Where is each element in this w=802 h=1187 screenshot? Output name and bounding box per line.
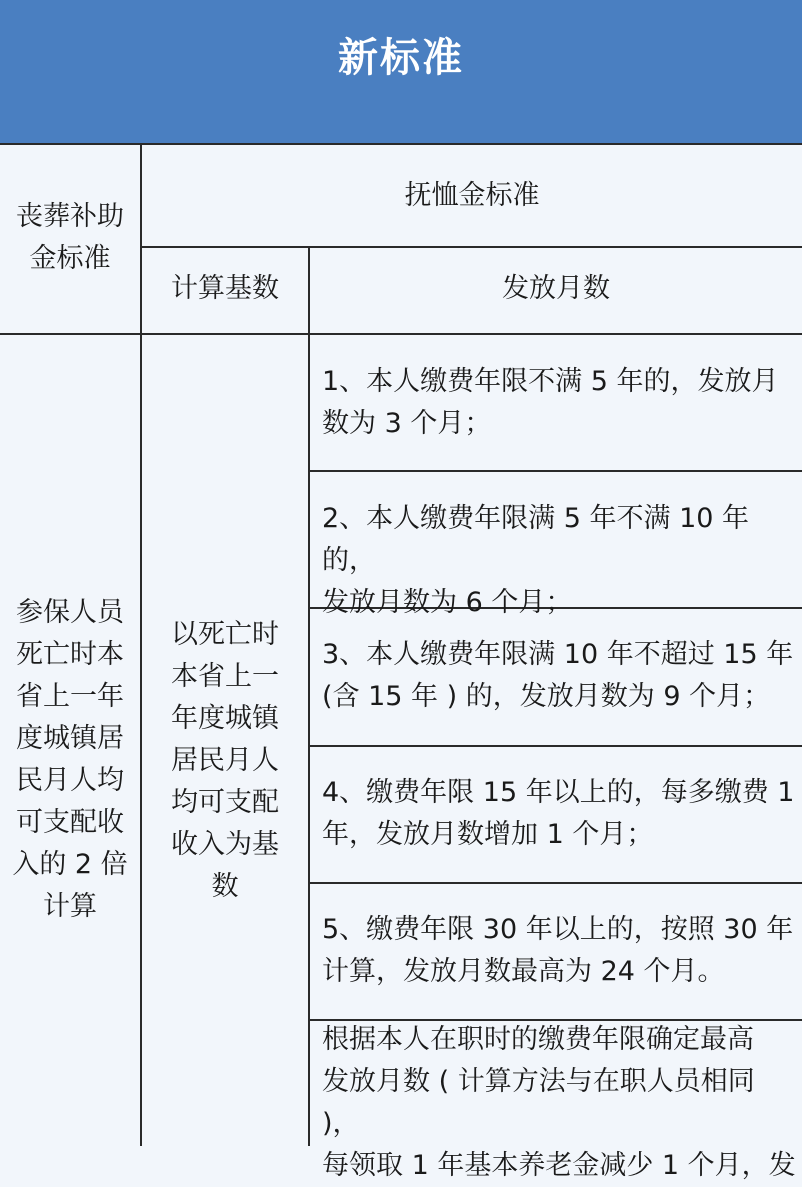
funeral-subsidy-cell bbox=[0, 592, 140, 928]
cell-line: 数 bbox=[211, 871, 239, 902]
rule-line: 根据本人在职时的缴费年限确定最高 bbox=[322, 1024, 754, 1055]
grid-line bbox=[140, 246, 802, 248]
cell-line: 本省上一 bbox=[171, 661, 279, 692]
rule-1 bbox=[322, 361, 796, 445]
cell-line: 居民月人 bbox=[171, 745, 279, 776]
pension-standard-header: 抚恤金标准 bbox=[404, 180, 540, 211]
header-line: 金标准 bbox=[29, 243, 111, 274]
rule-5 bbox=[322, 909, 796, 993]
cell-line: 入的 2 倍 bbox=[12, 849, 128, 880]
rule-line: 5、缴费年限 30 年以上的，按照 30 年 bbox=[322, 914, 794, 945]
cell-line: 均可支配 bbox=[171, 787, 279, 818]
cell-line: 年度城镇 bbox=[171, 703, 279, 734]
rule-2 bbox=[322, 498, 796, 624]
payment-months-header: 发放月数 bbox=[502, 273, 610, 304]
cell-line: 参保人员 bbox=[16, 597, 124, 628]
grid-line bbox=[308, 470, 802, 472]
rule-line: 3、本人缴费年限满 10 年不超过 15 年 bbox=[322, 639, 794, 670]
rule-4 bbox=[322, 772, 796, 856]
funeral-subsidy-header bbox=[0, 196, 140, 280]
cell-line: 省上一年 bbox=[16, 681, 124, 712]
header-line: 丧葬补助 bbox=[16, 201, 124, 232]
cell-line: 度城镇居 bbox=[16, 723, 124, 754]
rule-line: 发放月数为 6 个月； bbox=[322, 587, 573, 618]
rule-line: (含 15 年 ) 的，发放月数为 9 个月； bbox=[322, 681, 771, 712]
grid-line bbox=[0, 333, 802, 335]
rule-line: 2、本人缴费年限满 5 年不满 10 年的， bbox=[322, 503, 750, 576]
cell-line: 以死亡时 bbox=[171, 619, 279, 650]
rule-line: 计算，发放月数最高为 24 个月。 bbox=[322, 956, 725, 987]
cell-line: 死亡时本 bbox=[16, 639, 124, 670]
rule-line: 每领取 1 年基本养老金减少 1 个月，发 bbox=[322, 1150, 796, 1181]
rule-line: 发放月数 ( 计算方法与在职人员相同 )， bbox=[322, 1066, 755, 1139]
rule-6 bbox=[322, 1019, 796, 1187]
cell-line: 民月人均 bbox=[16, 765, 124, 796]
cell-line: 收入为基 bbox=[171, 829, 279, 860]
grid-line bbox=[308, 745, 802, 747]
header-bar bbox=[0, 0, 802, 145]
cell-line: 可支配收 bbox=[16, 807, 124, 838]
calculation-base-header: 计算基数 bbox=[171, 273, 279, 304]
rule-line: 1、本人缴费年限不满 5 年的，发放月 bbox=[322, 366, 779, 397]
grid-line bbox=[308, 247, 310, 1146]
rule-3 bbox=[322, 634, 796, 718]
rule-line: 年，发放月数增加 1 个月； bbox=[322, 819, 654, 850]
rule-line: 4、缴费年限 15 年以上的，每多缴费 1 bbox=[322, 777, 795, 808]
calculation-base-cell bbox=[142, 614, 308, 908]
page-title: 新标准 bbox=[338, 35, 464, 81]
grid-line bbox=[308, 882, 802, 884]
rule-line: 数为 3 个月； bbox=[322, 408, 492, 439]
cell-line: 计算 bbox=[43, 891, 97, 922]
